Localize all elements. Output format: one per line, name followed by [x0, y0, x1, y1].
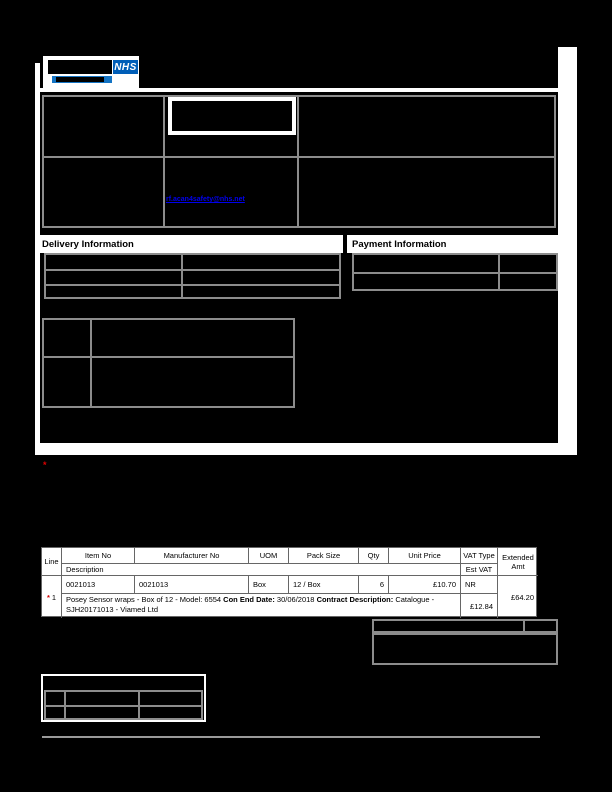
manufacturer-no-cell: 0021013: [135, 576, 249, 594]
table-divider: [46, 284, 339, 286]
grid-divider: [90, 320, 92, 406]
footnote-marker: *: [43, 460, 47, 470]
delivery-info-header: [37, 235, 343, 253]
col-header-qty: Qty: [359, 548, 389, 564]
supplier-email-link[interactable]: rf.acan4safety@nhs.net: [166, 196, 245, 203]
col-header-item-no: Item No: [62, 548, 135, 564]
col-header-description: Description: [62, 564, 461, 576]
table-divider: [46, 269, 339, 271]
unit-price-cell: £10.70: [389, 576, 461, 594]
authorization-box: [41, 674, 206, 722]
header-separator-rule: [35, 88, 577, 92]
col-header-est-vat: Est VAT: [461, 564, 498, 576]
delivery-info-table: [44, 253, 341, 299]
col-header-uom: UOM: [249, 548, 289, 564]
delivery-info-title: Delivery Information: [42, 238, 134, 250]
pack-size-cell: 12 / Box: [289, 576, 359, 594]
content-bottom-border: [35, 443, 577, 455]
payment-info-header: [347, 235, 558, 253]
redacted-tagline-text: [56, 77, 104, 82]
nhs-trust-tagline: [52, 76, 112, 83]
terms-grid: [42, 318, 295, 408]
qty-cell: 6: [359, 576, 389, 594]
line-items-table: [41, 547, 537, 617]
order-info-grid: [42, 95, 556, 228]
table-divider: [523, 621, 525, 631]
vat-type-cell: NR: [461, 576, 498, 594]
line-number: 1: [51, 592, 57, 602]
col-header-unit-price: Unit Price: [389, 548, 461, 564]
payment-info-title: Payment Information: [352, 238, 447, 250]
content-left-border: [35, 63, 40, 455]
authorization-table: [44, 690, 203, 720]
content-right-border: [558, 47, 577, 455]
col-header-vat-type: VAT Type: [461, 548, 498, 564]
line-number-cell: [42, 576, 62, 618]
grid-divider: [163, 97, 165, 226]
grid-divider: [297, 97, 299, 226]
extended-amt-cell: £64.20: [511, 592, 534, 602]
nhs-logo-box: [43, 56, 139, 88]
payment-info-table: [352, 253, 558, 291]
grid-divider: [44, 156, 554, 158]
nhs-logo: [113, 60, 138, 74]
item-no-cell: 0021013: [62, 576, 135, 594]
po-number-box: [168, 97, 296, 135]
col-header-manufacturer-no: Manufacturer No: [135, 548, 249, 564]
col-header-pack-size: Pack Size: [289, 548, 359, 564]
item-description-cell: Posey Sensor wraps - Box of 12 - Model: 6554 Con End Date: 30/06/2018 Contract Description: Catalogue - SJH20171013 - Viamed Ltd: [62, 594, 461, 618]
line-marker: *: [46, 592, 50, 602]
order-total-box: [372, 633, 558, 665]
grid-divider: [44, 356, 293, 358]
totals-row-box: [372, 619, 558, 633]
table-divider: [354, 272, 556, 274]
table-divider: [181, 255, 183, 297]
nhs-logo-text: NHS: [114, 61, 137, 73]
col-header-extended-amt: Extended Amt: [498, 548, 538, 576]
uom-cell: Box: [249, 576, 289, 594]
table-divider: [46, 705, 201, 707]
col-header-line: Line: [42, 548, 62, 576]
footer-rule: [42, 736, 540, 738]
redacted-trust-name: [48, 60, 112, 74]
est-vat-cell: £12.84: [461, 594, 498, 618]
